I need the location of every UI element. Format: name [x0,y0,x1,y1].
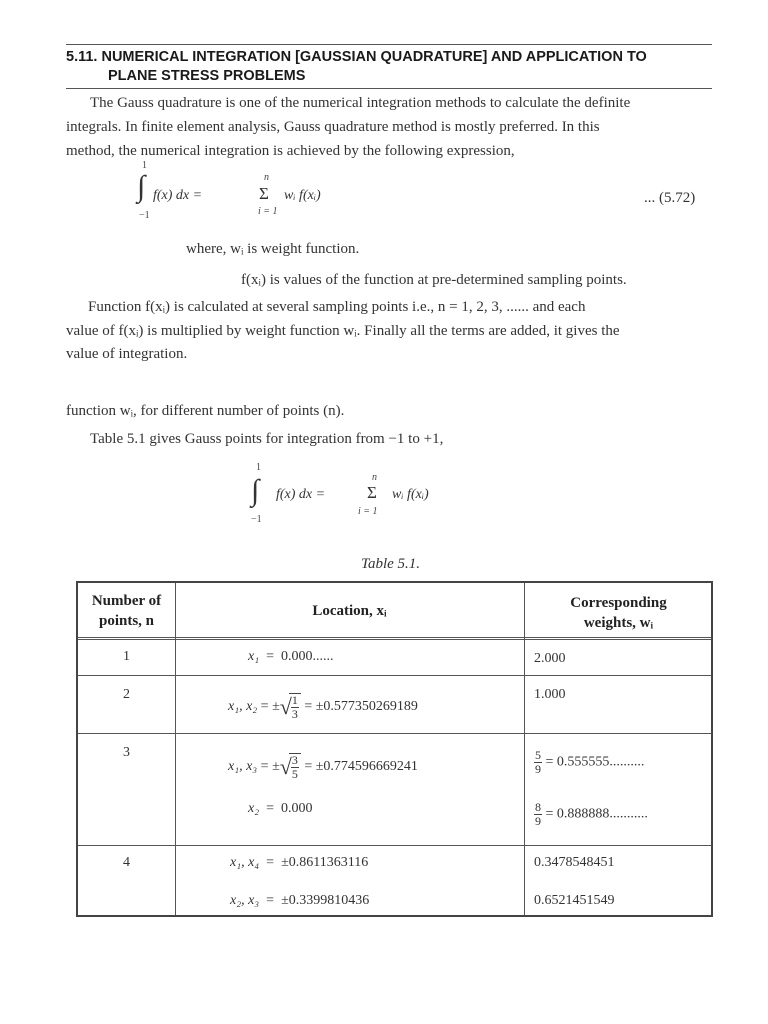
heading-underline [66,88,712,89]
row3-loc-rhs: = ±0.774596669241 [304,759,418,775]
header-points [78,591,175,631]
row4-loc2-lhs: x₂, x₃ [230,893,260,908]
eq1-number: ... (5.72) [644,190,696,206]
row2-frac-den: 3 [291,707,298,721]
row3-loc-lhs: x₁, x₃ [228,759,258,775]
table-col-divider-1 [175,583,176,915]
eq2-integral-sign: ∫ [251,474,260,507]
eq1-integrand: f(x) dx = [153,188,203,203]
eq2-lower-limit: −1 [251,514,262,525]
header-weights-line1: Corresponding [570,595,667,611]
eq1-sum-body: wᵢ f(xᵢ) [284,188,321,203]
where-line1: where, wᵢ is weight function. [186,241,360,257]
row4-location-2: x₂, x₃ = ±0.3399810436 [230,893,370,908]
row3-loc2-rhs: 0.000 [281,801,313,816]
para3-line2: Table 5.1 gives Gauss points for integration from −1 to +1, [90,431,444,447]
row1-n: 1 [123,649,130,664]
eq1-sum-lower: i = 1 [258,206,278,217]
row4-n: 4 [123,855,130,870]
row3-location-1: x₁, x₃ = ±√ $\frac{3}{5}$ = ±0.774596669241 [228,753,418,781]
table-row-divider-2 [78,733,711,734]
row4-weight-1: 0.3478548451 [534,855,615,870]
eq2-sum-upper: n [372,472,377,483]
row3-w2-num: 8 [535,800,541,814]
para2-line3: value of integration. [66,346,188,362]
row2-weight: 1.000 [534,687,566,702]
eq1-integral-sign: ∫ [137,170,146,203]
header-points-line1: Number of [91,593,162,609]
sqrt-symbol: √ [279,754,292,779]
intro-line1: The Gauss quadrature is one of the numerical integration methods to calculate the definite [90,95,631,111]
eq2-sum-body: wᵢ f(xᵢ) [392,487,429,502]
top-rule [66,44,712,45]
header-location: Location, xᵢ [312,603,387,619]
row3-w-num: 5 [535,748,541,762]
row4-weight-2: 0.6521451549 [534,893,615,908]
row3-weight-1 [534,749,644,776]
row2-frac-num: 1 [291,693,298,707]
eq1-upper-limit: 1 [142,160,147,171]
row3-w-den: 9 [535,762,541,776]
row2-n: 2 [123,687,130,702]
row2-loc-lhs: x₁, x₂ [228,699,258,715]
eq1-sum-upper: n [264,172,269,183]
section-heading-line2: PLANE STRESS PROBLEMS [108,68,306,84]
table-row-divider-1 [78,675,711,676]
para2-line1: Function f(xᵢ) is calculated at several sampling points i.e., n = 1, 2, 3, ...... and each [88,299,586,315]
row4-loc2-rhs: ±0.3399810436 [281,893,370,908]
row3-weight-2 [534,801,648,828]
row3-loc2-lhs: x₂ [248,801,260,816]
row3-weight-value: = 0.555555.......... [545,754,645,770]
row1-loc-lhs: x₁ [248,649,260,664]
row3-weight2-value: = 0.888888........... [545,806,648,822]
para2-line2: value of f(xᵢ) is multiplied by weight function wᵢ. Finally all the terms are added, it gives the [66,323,620,339]
table-caption: Table 5.1. [361,556,421,572]
where-line2: f(xᵢ) is values of the function at pre-determined sampling points. [241,272,627,288]
para3-line1: function wᵢ, for different number of points (n). [66,403,345,419]
row1-weight: 2.000 [534,651,566,666]
header-weights [524,593,713,633]
table-header-divider [78,637,711,640]
section-heading-line1: 5.11. NUMERICAL INTEGRATION [GAUSSIAN QUADRATURE] AND APPLICATION TO [66,49,647,65]
table-row-divider-3 [78,845,711,846]
header-points-line2: points, n [98,613,155,629]
row3-frac-num: 3 [291,753,298,767]
row4-loc-rhs: ±0.8611363116 [281,855,369,870]
header-weights-line2: weights, wᵢ [583,615,654,631]
gauss-points-table [76,581,713,917]
eq2-integrand: f(x) dx = [276,487,326,502]
sqrt-symbol: √ [279,694,292,719]
row3-n: 3 [123,745,130,760]
eq2-sum-lower: i = 1 [358,506,378,517]
row3-w2-den: 9 [535,814,541,828]
row3-location-2: x₂ = 0.000 [248,801,313,816]
row4-location-1: x₁, x₄ = ±0.8611363116 [230,855,369,870]
eq2-sigma: Σ [367,483,377,502]
row4-loc-lhs: x₁, x₄ [230,855,260,870]
eq1-lower-limit: −1 [139,210,150,221]
intro-line2: integrals. In finite element analysis, Gauss quadrature method is mostly preferred. In this [66,119,600,135]
row1-loc-rhs: 0.000...... [281,649,334,664]
eq1-sigma: Σ [259,184,269,203]
intro-line3: method, the numerical integration is achieved by the following expression, [66,143,515,159]
row2-location: x₁, x₂ = ±√ $\frac{1}{3}$ = ±0.577350269189 [228,693,418,721]
eq2-upper-limit: 1 [256,462,261,473]
row3-frac-den: 5 [291,767,298,781]
row2-loc-rhs: = ±0.577350269189 [304,699,418,715]
row1-location: x₁ = 0.000...... [248,649,334,664]
